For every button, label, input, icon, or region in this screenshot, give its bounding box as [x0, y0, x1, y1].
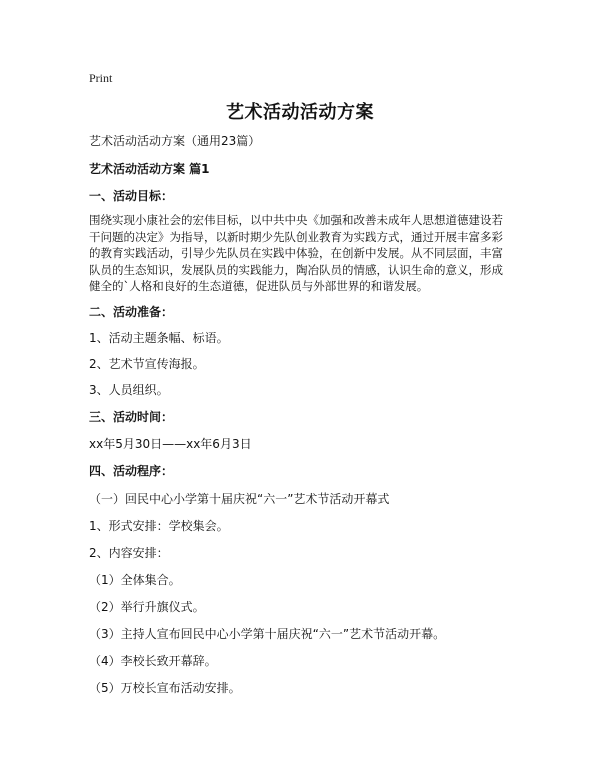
goal-line: 队员的生态知识，发展队员的实践能力，陶冶队员的情感，认识生命的意义，形成	[89, 262, 503, 277]
program-item: （1）全体集合。	[89, 573, 181, 587]
heading-goal: 一、活动目标：	[89, 189, 174, 203]
heading-program: 四、活动程序：	[89, 464, 174, 478]
program-item: （5）万校长宣布活动安排。	[89, 681, 241, 695]
program-item: （一）回民中心小学第十届庆祝“六一”艺术节活动开幕式	[89, 492, 390, 506]
program-item: 1、形式安排：学校集会。	[89, 519, 229, 533]
program-item: 2、内容安排：	[89, 546, 169, 560]
document-title: 艺术活动活动方案	[226, 102, 374, 123]
prep-item: 3、人员组织。	[89, 383, 169, 397]
goal-paragraph	[89, 212, 514, 295]
prep-item: 1、活动主题条幅、标语。	[89, 331, 229, 345]
program-item: （3）主持人宣布回民中心小学第十届庆祝“六一”艺术节活动开幕。	[89, 627, 446, 641]
section-heading: 艺术活动活动方案 篇1	[89, 162, 210, 176]
goal-line: 的教育实践活动，引导少先队员在实践中体验，在创新中发展。从不同层面，丰富	[89, 246, 503, 260]
program-item: （2）举行升旗仪式。	[89, 600, 205, 614]
heading-preparation: 二、活动准备：	[89, 305, 174, 319]
program-item: （4）李校长致开幕辞。	[89, 654, 217, 668]
print-label: Print	[89, 71, 113, 85]
activity-time: xx年5月30日——xx年6月3日	[89, 437, 252, 451]
document-subtitle: 艺术活动活动方案（通用23篇）	[89, 134, 261, 148]
goal-line: 健全的`人格和良好的生态道德，促进队员与外部世界的和谐发展。	[89, 279, 429, 293]
prep-item: 2、艺术节宣传海报。	[89, 357, 205, 371]
goal-line: 干问题的决定》为指导，以新时期少先队创业教育为实践方式，通过开展丰富多彩	[89, 229, 503, 244]
goal-line: 围绕实现小康社会的宏伟目标，以中共中央《加强和改善未成年人思想道德建设若	[89, 213, 503, 227]
heading-time: 三、活动时间：	[89, 410, 174, 424]
